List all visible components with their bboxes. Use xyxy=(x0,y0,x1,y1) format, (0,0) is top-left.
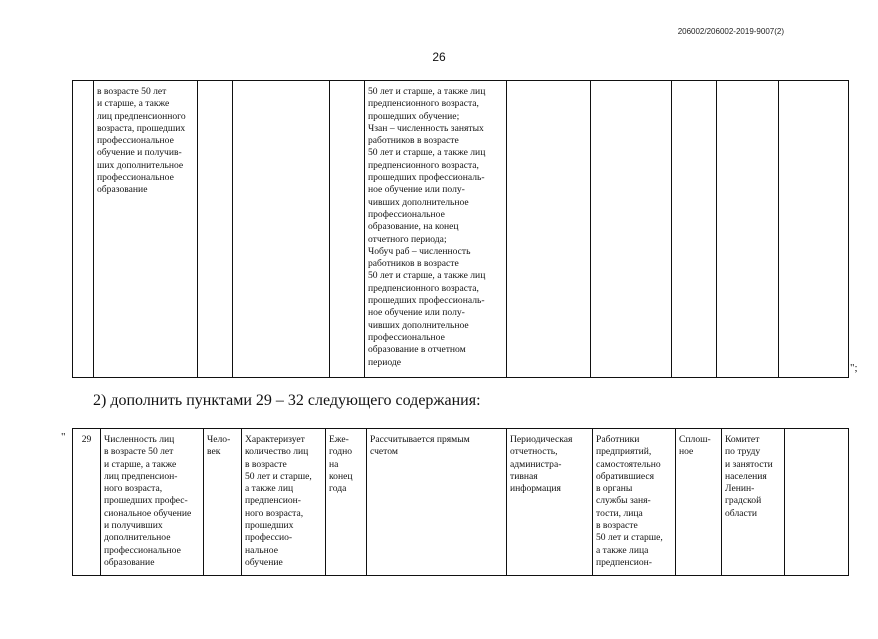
closing-quote-mark: "; xyxy=(850,362,858,374)
column-divider xyxy=(778,80,779,378)
column-divider xyxy=(590,80,591,378)
data-source-cell: Периодическая отчетность, администра- тивная информация xyxy=(510,434,573,495)
column-divider xyxy=(848,80,849,378)
column-divider xyxy=(506,80,507,378)
column-divider xyxy=(197,80,198,378)
opening-quote-mark: " xyxy=(61,431,66,443)
document-number: 206002/206002-2019-9007(2) xyxy=(677,27,784,36)
column-divider xyxy=(848,428,849,576)
table-border-bottom xyxy=(72,575,849,576)
table-border-top xyxy=(72,428,849,429)
column-divider xyxy=(784,428,785,576)
coverage-cell: Сплош- ное xyxy=(679,434,711,458)
unit-cell: Чело- век xyxy=(207,434,231,458)
table-border-top xyxy=(72,80,849,81)
calculation-method-cell: Рассчитывается прямым счетом xyxy=(370,434,470,458)
periodicity-cell: Еже- годно на конец года xyxy=(329,434,353,495)
indicator-cell: в возрасте 50 лет и старше, а также лиц предпенсионного возраста, прошедших профессиональное обучение и получив- ших дополнительное профессиональное образование xyxy=(97,86,186,196)
row-number: 29 xyxy=(81,434,92,445)
column-divider xyxy=(329,80,330,378)
description-cell: Характеризует количество лиц в возрасте 50 лет и старше, а также лиц предпенсион- ного возраста, прошедших профессио- нальное обучение xyxy=(245,434,312,568)
page-number: 26 xyxy=(432,50,446,64)
population-cell: Работники предприятий, самостоятельно обратившиеся в органы службы заня- тости, лица в возрасте 50 лет и старше, а также лица предпенсион- xyxy=(596,434,663,568)
table-border-bottom xyxy=(72,377,849,378)
column-divider xyxy=(671,80,672,378)
indicator-cell: Численность лиц в возрасте 50 лет и старше, а также лиц предпенсион- ного возраста, прошедших профес- сиональное обучение и получивших дополнительное профессиональное образование xyxy=(104,434,192,568)
calculation-method-cell: 50 лет и старше, а также лиц предпенсионного возраста, прошедших обучение; Чзан – численность занятых работников в возрасте 50 лет и старше, а также лиц предпенсионного возраста, прошедших профессиональ- ное обучение или полу- чивших дополнительное профессиональное образование, на конец отчетного периода; Чобуч раб – численность работников в возрасте 50 лет и старше, а также лиц предпенсионного возраста, прошедших профессиональ- ное обучение или полу- чивших дополнительное профессиональное образование в отчетном периоде xyxy=(368,86,486,368)
column-divider xyxy=(716,80,717,378)
column-divider xyxy=(232,80,233,378)
column-divider xyxy=(72,80,73,378)
responsible-body-cell: Комитет по труду и занятости населения Ленин- градской области xyxy=(725,434,773,519)
section-heading: 2) дополнить пунктами 29 – 32 следующего содержания: xyxy=(93,392,481,409)
